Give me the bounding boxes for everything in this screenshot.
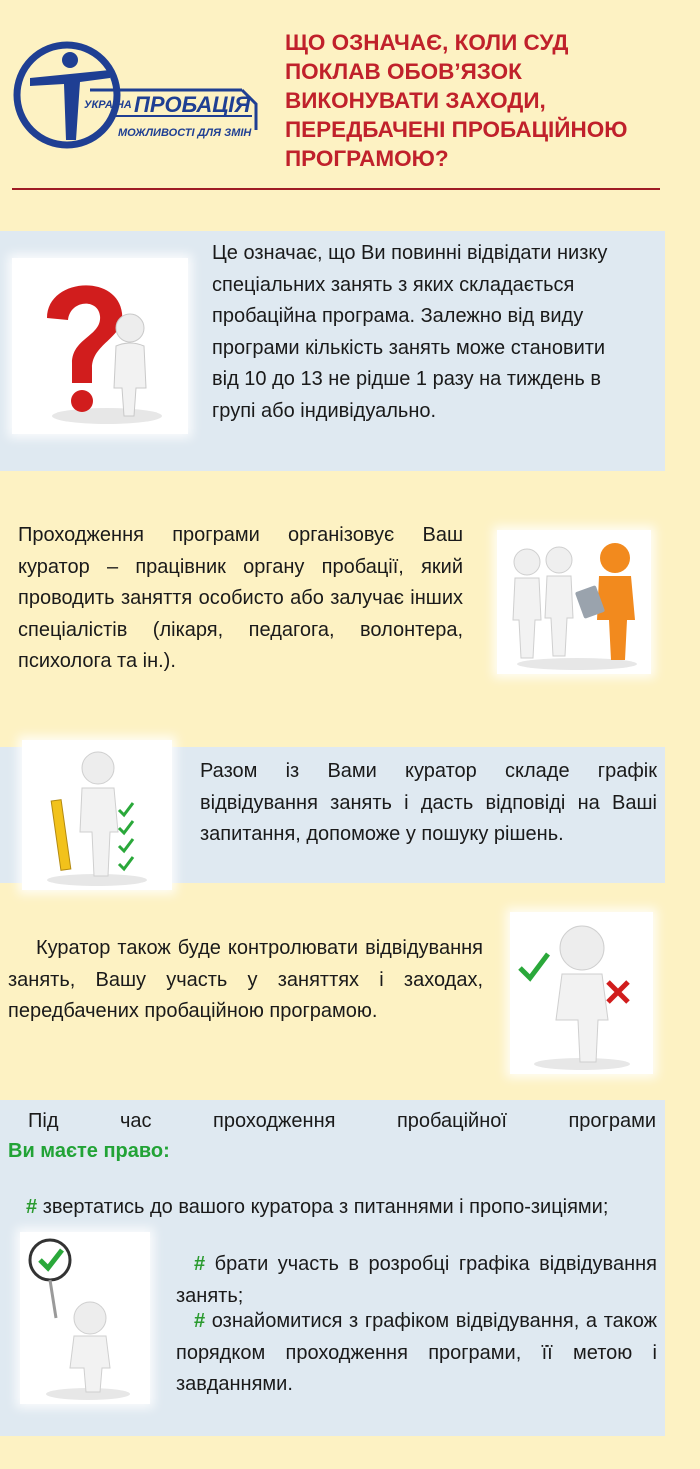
figure-with-checklist-icon: [22, 740, 172, 890]
rights-item-1: [26, 1192, 656, 1224]
title-line: ПРОГРАМОЮ?: [285, 146, 449, 171]
logo-line3: МОЖЛИВОСТІ ДЛЯ ЗМІН: [118, 127, 252, 139]
rights-item-2: [176, 1249, 657, 1312]
section-1-text: Це означає, що Ви повинні відвідати низку спеціальних занять з яких складається пробаційна програма. Залежно від виду програми кількість занять може становити від 10 до 13 не рідше 1 разу на тиждень в групі або індивідуально.: [212, 242, 608, 422]
probation-logo: [12, 40, 262, 155]
title-line: ПОКЛАВ ОБОВ’ЯЗОК: [285, 59, 522, 84]
rights-item-3: [176, 1306, 657, 1401]
probation-logo-icon: [12, 40, 262, 155]
section-4-text: Куратор також буде контролювати відвідування занять, Вашу участь у заняттях і заходах, передбачених пробаційною програмою.: [8, 937, 483, 1022]
question-mark-figure-icon: [12, 258, 188, 434]
section-5-intro-text: Під час проходження пробаційної програми: [28, 1110, 656, 1132]
logo-line2: ПРОБАЦІЯ: [134, 92, 251, 117]
rights-item-1-text: звертатись до вашого куратора з питаннями і пропо-зиціями;: [42, 1196, 609, 1218]
curator-with-tablet-icon: [497, 530, 651, 674]
page-title: [285, 28, 685, 173]
hash-bullet: #: [194, 1253, 206, 1275]
section-3-text: Разом із Вами куратор складе графік відвідування занять і дасть відповіді на Ваші запитання, допоможе у пошуку рішень.: [200, 760, 657, 845]
rights-item-2-text: брати участь в розробці графіка відвідування занять;: [176, 1253, 657, 1307]
figure-check-cross-icon: [510, 912, 653, 1074]
title-line: ЩО ОЗНАЧАЄ, КОЛИ СУД: [285, 30, 569, 55]
logo-line1: УКРАЇНА: [84, 99, 132, 111]
header-divider: [12, 188, 660, 190]
rights-item-3-text: ознайомитися з графіком відвідування, а також порядком проходження програми, її метою і завданнями.: [176, 1310, 658, 1395]
section-2-text: Проходження програми організовує Ваш куратор – працівник органу пробації, який проводить заняття особисто або залучає інших спеціалістів (лікаря, педагога, волонтера, психолога та ін.).: [18, 524, 463, 672]
title-line: ВИКОНУВАТИ ЗАХОДИ,: [285, 88, 546, 113]
rights-label: Ви маєте право:: [8, 1140, 170, 1162]
hash-bullet: #: [26, 1196, 38, 1218]
section-5-intro: [8, 1106, 656, 1138]
hash-bullet: #: [194, 1310, 206, 1332]
title-line: ПЕРЕДБАЧЕНІ ПРОБАЦІЙНОЮ: [285, 117, 628, 142]
figure-with-check-sign-icon: [20, 1232, 150, 1404]
